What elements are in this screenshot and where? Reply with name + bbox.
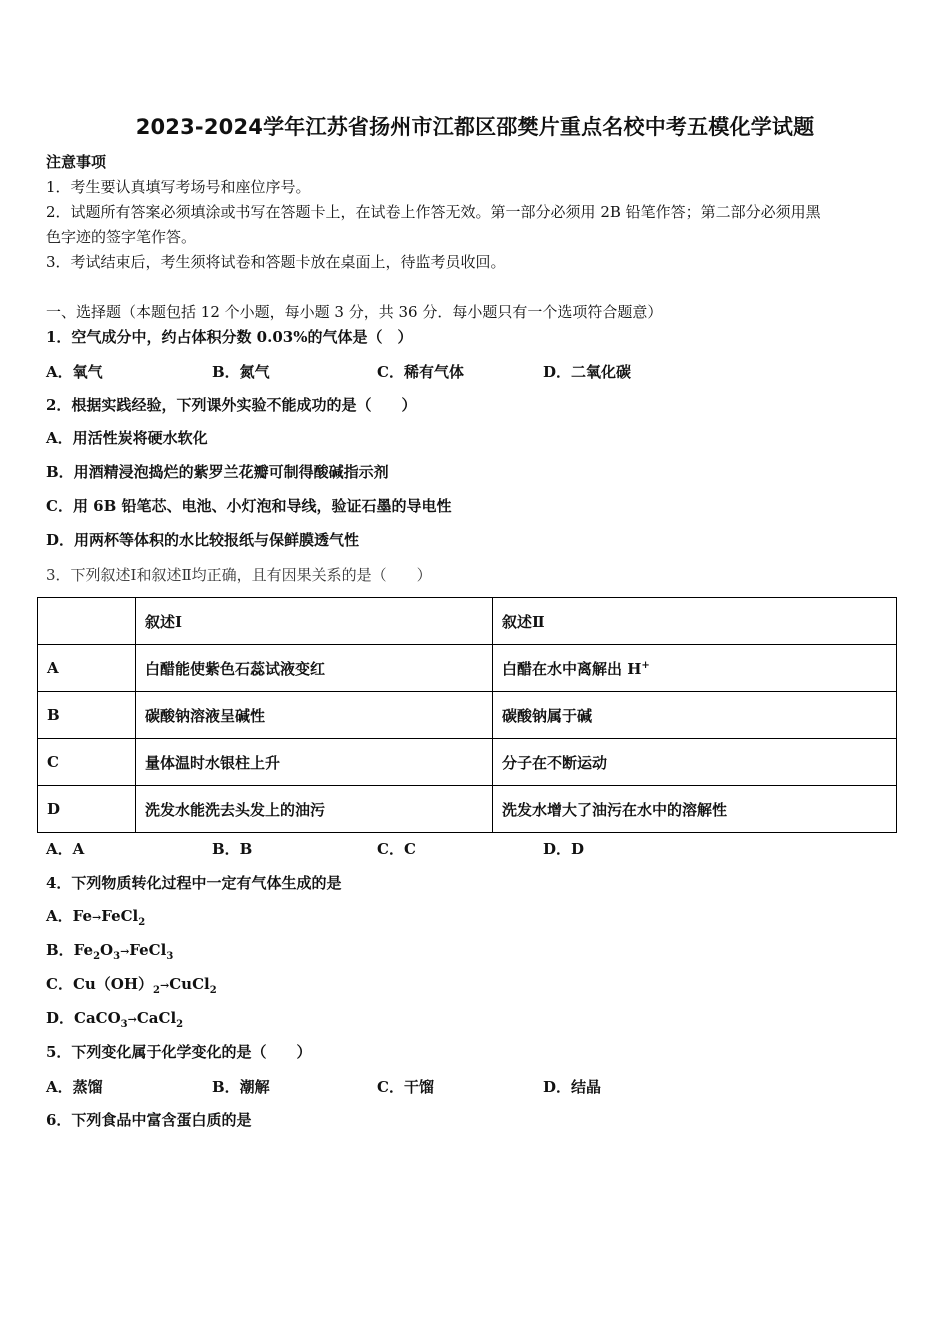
q3-option-d: D．D <box>543 840 585 858</box>
q2-option-a: A．用活性炭将硬水软化 <box>46 429 208 447</box>
q2-option-d: D．用两杯等体积的水比较报纸与保鲜膜透气性 <box>46 531 360 549</box>
q4-option-d <box>46 1008 183 1035</box>
subscript: 2 <box>138 917 146 928</box>
table-row <box>38 692 897 739</box>
q4-stem: 4．下列物质转化过程中一定有气体生成的是 <box>46 874 342 892</box>
table-cell <box>493 645 897 692</box>
q5-option-b: B．潮解 <box>212 1078 270 1096</box>
table-cell: 碳酸钠属于碱 <box>493 692 897 739</box>
superscript: + <box>641 659 650 671</box>
formula-text: FeCl <box>101 907 139 925</box>
formula-text: CaCl <box>136 1009 177 1027</box>
subscript: 2 <box>176 1019 184 1030</box>
notice-heading: 注意事项 <box>46 153 107 171</box>
subscript: 3 <box>113 951 121 962</box>
page-title: 2023-2024学年江苏省扬州市江都区邵樊片重点名校中考五模化学试题 <box>135 115 815 139</box>
subscript: 2 <box>153 985 160 996</box>
q1-option-a: A．氧气 <box>46 363 103 381</box>
subscript: 2 <box>209 985 217 996</box>
subscript: 3 <box>166 951 174 962</box>
notice-line-2a: 2．试题所有答案必须填涂或书写在答题卡上，在试卷上作答无效。第一部分必须用 2B 铅笔作答；第二部分必须用黑 <box>46 203 821 221</box>
q1-stem: 1．空气成分中，约占体积分数 0.03%的气体是（ ） <box>46 328 413 346</box>
q5-option-a: A．蒸馏 <box>46 1078 103 1096</box>
table-header-cell: 叙述Ⅰ <box>136 598 493 645</box>
table-header-cell: 叙述Ⅱ <box>493 598 897 645</box>
table-header-cell <box>38 598 136 645</box>
formula-text: B．Fe <box>46 941 94 959</box>
formula-text: CuCl <box>169 975 210 993</box>
table-row <box>38 598 897 645</box>
table-cell: 洗发水能洗去头发上的油污 <box>136 786 493 833</box>
arrow-icon: → <box>160 979 170 992</box>
q3-table <box>37 597 897 833</box>
q3-stem: 3．下列叙述Ⅰ和叙述Ⅱ均正确，且有因果关系的是（ ） <box>46 566 432 584</box>
subscript: 3 <box>120 1019 128 1030</box>
table-cell: 分子在不断运动 <box>493 739 897 786</box>
q1-option-d: D．二氧化碳 <box>543 363 632 381</box>
q2-stem: 2．根据实践经验，下列课外实验不能成功的是（ ） <box>46 396 417 414</box>
formula-text: D．CaCO <box>46 1009 121 1027</box>
table-cell: 量体温时水银柱上升 <box>136 739 493 786</box>
table-cell: 碳酸钠溶液呈碱性 <box>136 692 493 739</box>
q5-option-d: D．结晶 <box>543 1078 602 1096</box>
q3-option-b: B．B <box>212 840 253 858</box>
q6-stem: 6．下列食品中富含蛋白质的是 <box>46 1111 252 1129</box>
q5-option-c: C．干馏 <box>377 1078 434 1096</box>
subscript: 2 <box>93 951 101 962</box>
q3-option-a: A．A <box>46 840 85 858</box>
arrow-icon: → <box>127 1013 137 1026</box>
formula-text: O <box>100 941 114 959</box>
formula-text: C．Cu（OH） <box>46 975 154 993</box>
q5-stem: 5．下列变化属于化学变化的是（ ） <box>46 1043 312 1061</box>
table-cell: 洗发水增大了油污在水中的溶解性 <box>493 786 897 833</box>
q4-option-c <box>46 974 217 1001</box>
table-cell: 白醋能使紫色石蕊试液变红 <box>136 645 493 692</box>
q1-option-c: C．稀有气体 <box>377 363 464 381</box>
q1-option-b: B．氮气 <box>212 363 270 381</box>
table-cell: D <box>38 786 136 833</box>
notice-line-3: 3．考试结束后，考生须将试卷和答题卡放在桌面上，待监考员收回。 <box>46 253 506 271</box>
q2-option-b: B．用酒精浸泡捣烂的紫罗兰花瓣可制得酸碱指示剂 <box>46 463 389 481</box>
q4-option-b <box>46 940 173 967</box>
table-cell: C <box>38 739 136 786</box>
arrow-icon: → <box>92 911 102 924</box>
table-cell: A <box>38 645 136 692</box>
section-heading: 一、选择题（本题包括 12 个小题，每小题 3 分，共 36 分．每小题只有一个选项符合题意） <box>46 303 663 321</box>
notice-line-1: 1．考生要认真填写考场号和座位序号。 <box>46 178 311 196</box>
notice-line-2b: 色字迹的签字笔作答。 <box>46 228 197 246</box>
arrow-icon: → <box>120 945 130 958</box>
formula-text: FeCl <box>129 941 167 959</box>
cell-text: 白醋在水中离解出 H <box>502 659 642 678</box>
table-row <box>38 786 897 833</box>
table-row <box>38 645 897 692</box>
table-row <box>38 739 897 786</box>
formula-text: A．Fe <box>46 907 93 925</box>
q4-option-a <box>46 906 145 933</box>
table-cell: B <box>38 692 136 739</box>
q3-option-c: C．C <box>377 840 416 858</box>
q2-option-c: C．用 6B 铅笔芯、电池、小灯泡和导线，验证石墨的导电性 <box>46 497 452 515</box>
